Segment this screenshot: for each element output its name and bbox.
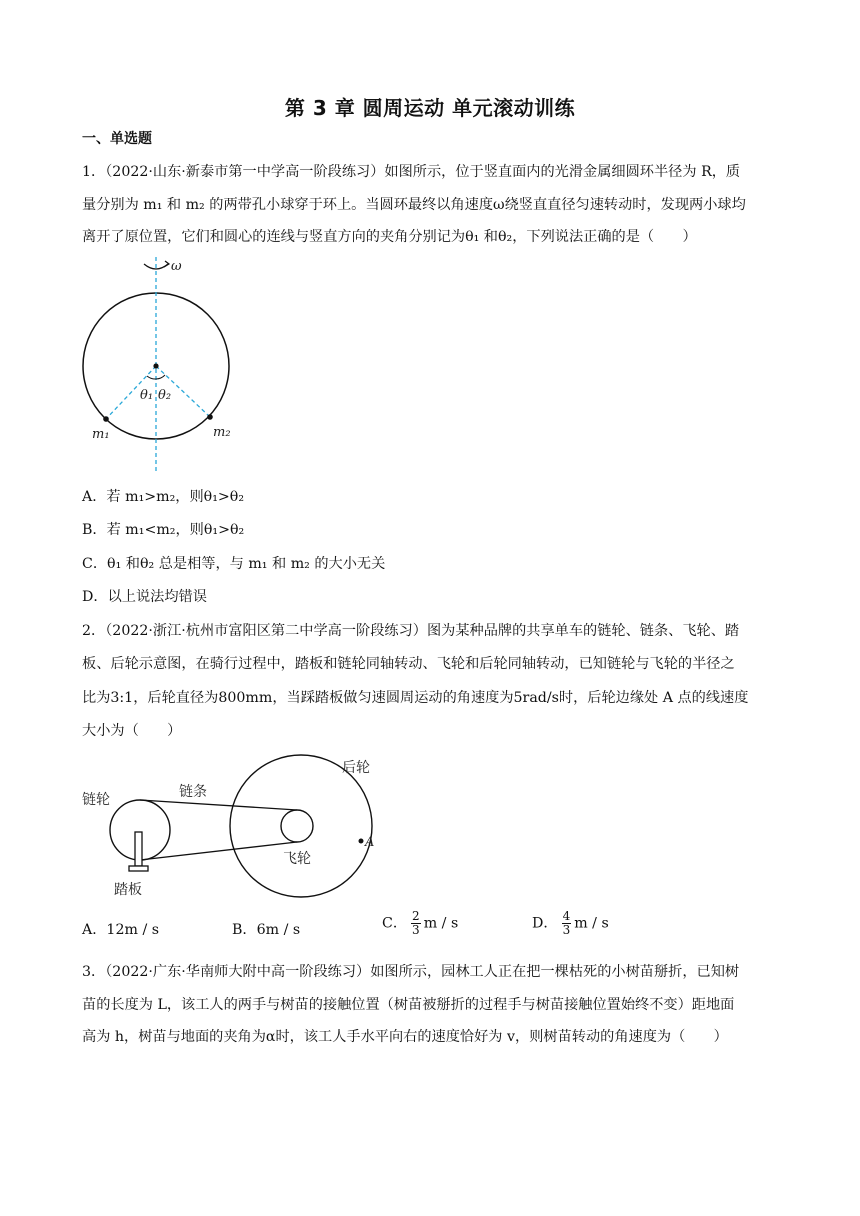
theta2-arc bbox=[156, 375, 165, 379]
theta1-label: θ₁ bbox=[140, 388, 154, 403]
q1-option-c: C．θ₁ 和θ₂ 总是相等，与 m₁ 和 m₂ 的大小无关 bbox=[82, 556, 386, 572]
fraction-denominator: 3 bbox=[412, 923, 420, 937]
point-a-label: A bbox=[365, 835, 375, 850]
q1-line-1: 1．（2022·山东·新泰市第一中学高一阶段练习）如图所示，位于竖直面内的光滑金属细圆环半径为 R，质 bbox=[82, 164, 741, 180]
q2-line-4: 大小为（ ） bbox=[82, 723, 182, 739]
q2-line-3: 比为3:1，后轮直径为800mm，当踩踏板做匀速圆周运动的角速度为5rad/s时，后轮边缘处 A 点的线速度 bbox=[82, 690, 749, 706]
q2-line-2: 板、后轮示意图，在骑行过程中，踏板和链轮同轴转动、飞轮和后轮同轴转动，已知链轮与飞轮的半径之 bbox=[82, 656, 735, 672]
q2-option-b: B．6m / s bbox=[232, 922, 301, 938]
fraction-numerator: 2 bbox=[412, 909, 420, 923]
q1-line-2: 量分别为 m₁ 和 m₂ 的两带孔小球穿于环上。当圆环最终以角速度ω绕竖直直径匀速转动时，发现两小球均 bbox=[82, 197, 746, 213]
m2-label: m₂ bbox=[213, 425, 231, 440]
rear-wheel bbox=[230, 755, 375, 897]
q2-line-1: 2．（2022·浙江·杭州市富阳区第二中学高一阶段练习）图为某种品牌的共享单车的链轮、链条、飞轮、踏 bbox=[82, 623, 740, 639]
q1-option-a: A．若 m₁>m₂，则θ₁>θ₂ bbox=[82, 489, 245, 505]
q2-option-d-unit: m / s bbox=[574, 915, 609, 932]
q3-line-2: 苗的长度为 L，该工人的两手与树苗的接触位置（树苗被掰折的过程手与树苗接触位置始终不变）距地面 bbox=[82, 997, 735, 1013]
q1-option-d: D．以上说法均错误 bbox=[82, 589, 207, 605]
fraction-denominator: 3 bbox=[562, 923, 571, 937]
ball-m2 bbox=[207, 414, 213, 420]
point-a-dot bbox=[359, 839, 364, 844]
section-heading: 一、单选题 bbox=[82, 131, 152, 147]
chain-bottom bbox=[140, 842, 297, 860]
q3-line-3: 高为 h，树苗与地面的夹角为α时，该工人手水平向右的速度恰好为 v，则树苗转动的角速度为（ ） bbox=[82, 1029, 728, 1045]
pedal bbox=[129, 866, 148, 871]
q3-line-1: 3．（2022·广东·华南师大附中高一阶段练习）如图所示，园林工人正在把一棵枯死的小树苗掰折，已知树 bbox=[82, 964, 740, 980]
rear-wheel-label: 后轮 bbox=[342, 760, 370, 776]
q2-option-d bbox=[532, 910, 609, 937]
fraction-numerator: 4 bbox=[562, 909, 571, 923]
flywheel-label: 飞轮 bbox=[283, 851, 311, 867]
ball-m1 bbox=[103, 416, 109, 422]
page-title: 第 3 章 圆周运动 单元滚动训练 bbox=[284, 96, 576, 120]
fraction-four-thirds bbox=[562, 910, 572, 937]
q1-ring-figure bbox=[70, 255, 270, 485]
q2-option-c-prefix: C． bbox=[382, 915, 408, 932]
q2-option-c-unit: m / s bbox=[423, 915, 459, 932]
chain-label: 链条 bbox=[179, 784, 207, 800]
omega-label: ω bbox=[171, 259, 182, 274]
chainring-label: 链轮 bbox=[82, 792, 110, 808]
chain-top bbox=[140, 800, 297, 810]
m1-label: m₁ bbox=[92, 427, 110, 442]
pedal-crank bbox=[135, 832, 142, 866]
q1-line-3: 离开了原位置，它们和圆心的连线与竖直方向的夹角分别记为θ₁ 和θ₂，下列说法正确的是（ ） bbox=[82, 229, 697, 245]
pedal-label: 踏板 bbox=[114, 882, 142, 898]
flywheel bbox=[281, 810, 313, 842]
q1-option-b: B．若 m₁<m₂，则θ₁>θ₂ bbox=[82, 522, 245, 538]
theta2-label: θ₂ bbox=[158, 388, 172, 403]
q2-bicycle-figure bbox=[80, 750, 400, 900]
q2-option-d-prefix: D． bbox=[532, 915, 558, 932]
ring-center bbox=[153, 363, 158, 368]
fraction-two-thirds bbox=[411, 910, 421, 937]
theta1-arc bbox=[147, 376, 156, 379]
q2-option-c bbox=[382, 910, 458, 937]
q2-option-a: A．12m / s bbox=[82, 922, 160, 938]
